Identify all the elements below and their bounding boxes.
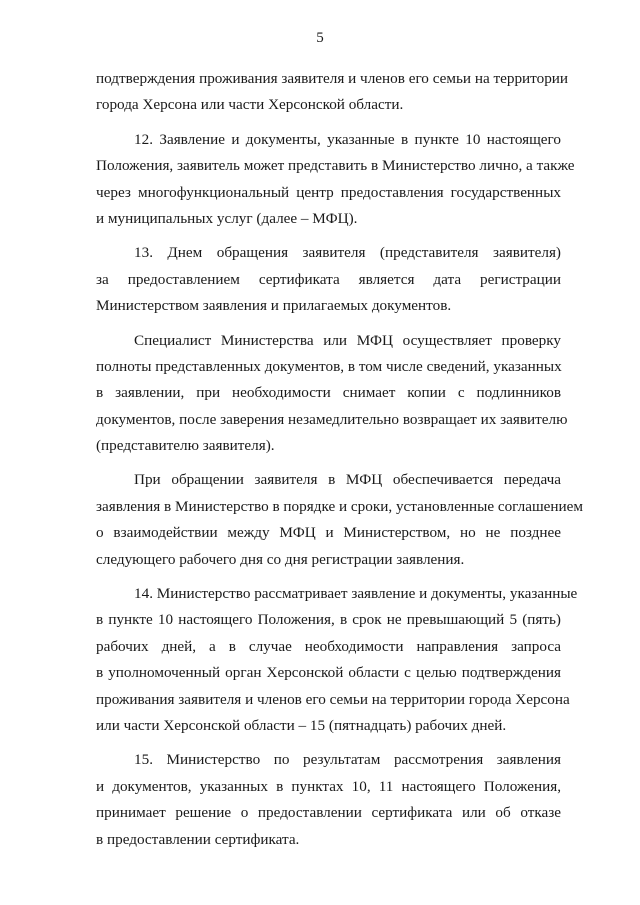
text-line: При обращении заявителя в МФЦ обеспечивается передача [134, 471, 561, 489]
text-line: и документов, указанных в пунктах 10, 11 настоящего Положения, [96, 777, 561, 795]
paragraph [96, 467, 584, 573]
text-line: Положения, заявитель может представить в Министерство лично, а также [96, 157, 575, 175]
paragraph-item-15 [96, 747, 561, 853]
text-line: Министерством заявления и прилагаемых документов. [96, 297, 452, 315]
text-line: о взаимодействии между МФЦ и Министерством, но не позднее [96, 524, 561, 542]
text-line: за предоставлением сертификата является дата регистрации [96, 270, 561, 288]
text-line: 14. Министерство рассматривает заявление и документы, указанные [134, 585, 578, 603]
page-number: 5 [316, 30, 324, 46]
text-line: рабочих дней, а в случае необходимости направления запроса [96, 637, 561, 655]
text-line: документов, после заверения незамедлительно возвращает их заявителю [96, 410, 568, 428]
text-line: или части Херсонской области – 15 (пятнадцать) рабочих дней. [96, 716, 507, 734]
text-line: заявления в Министерство в порядке и сроки, установленные соглашением [96, 497, 584, 515]
text-line: подтверждения проживания заявителя и членов его семьи на территории [96, 70, 569, 87]
text-line: 12. Заявление и документы, указанные в пункте 10 настоящего [134, 130, 561, 148]
text-line: следующего рабочего дня со дня регистрации заявления. [96, 550, 465, 568]
text-line: в предоставлении сертификата. [96, 830, 300, 848]
text-line: 15. Министерство по результатам рассмотрения заявления [134, 751, 561, 769]
paragraph [96, 328, 568, 460]
text-line: через многофункциональный центр предоставления государственных [96, 183, 561, 201]
document-body [96, 66, 584, 853]
paragraph-item-14 [96, 581, 578, 739]
paragraph-item-13 [96, 240, 561, 319]
text-line: принимает решение о предоставлении сертификата или об отказе [96, 804, 561, 822]
paragraph [96, 66, 569, 119]
text-line: полноты представленных документов, в том числе сведений, указанных [96, 357, 562, 375]
text-line: 13. Днем обращения заявителя (представителя заявителя) [134, 244, 561, 262]
text-line: проживания заявителя и членов его семьи на территории города Херсона [96, 690, 570, 708]
text-line: города Херсона или части Херсонской области. [96, 96, 404, 114]
text-line: в заявлении, при необходимости снимает копии с подлинников [96, 384, 561, 402]
paragraph-item-12 [96, 127, 575, 233]
text-line: Специалист Министерства или МФЦ осуществляет проверку [134, 331, 561, 349]
text-line: и муниципальных услуг (далее – МФЦ). [96, 209, 358, 227]
text-line: в пункте 10 настоящего Положения, в срок не превышающий 5 (пять) [96, 611, 561, 629]
text-line: в уполномоченный орган Херсонской области с целью подтверждения [96, 664, 561, 682]
text-line: (представителю заявителя). [96, 437, 275, 455]
